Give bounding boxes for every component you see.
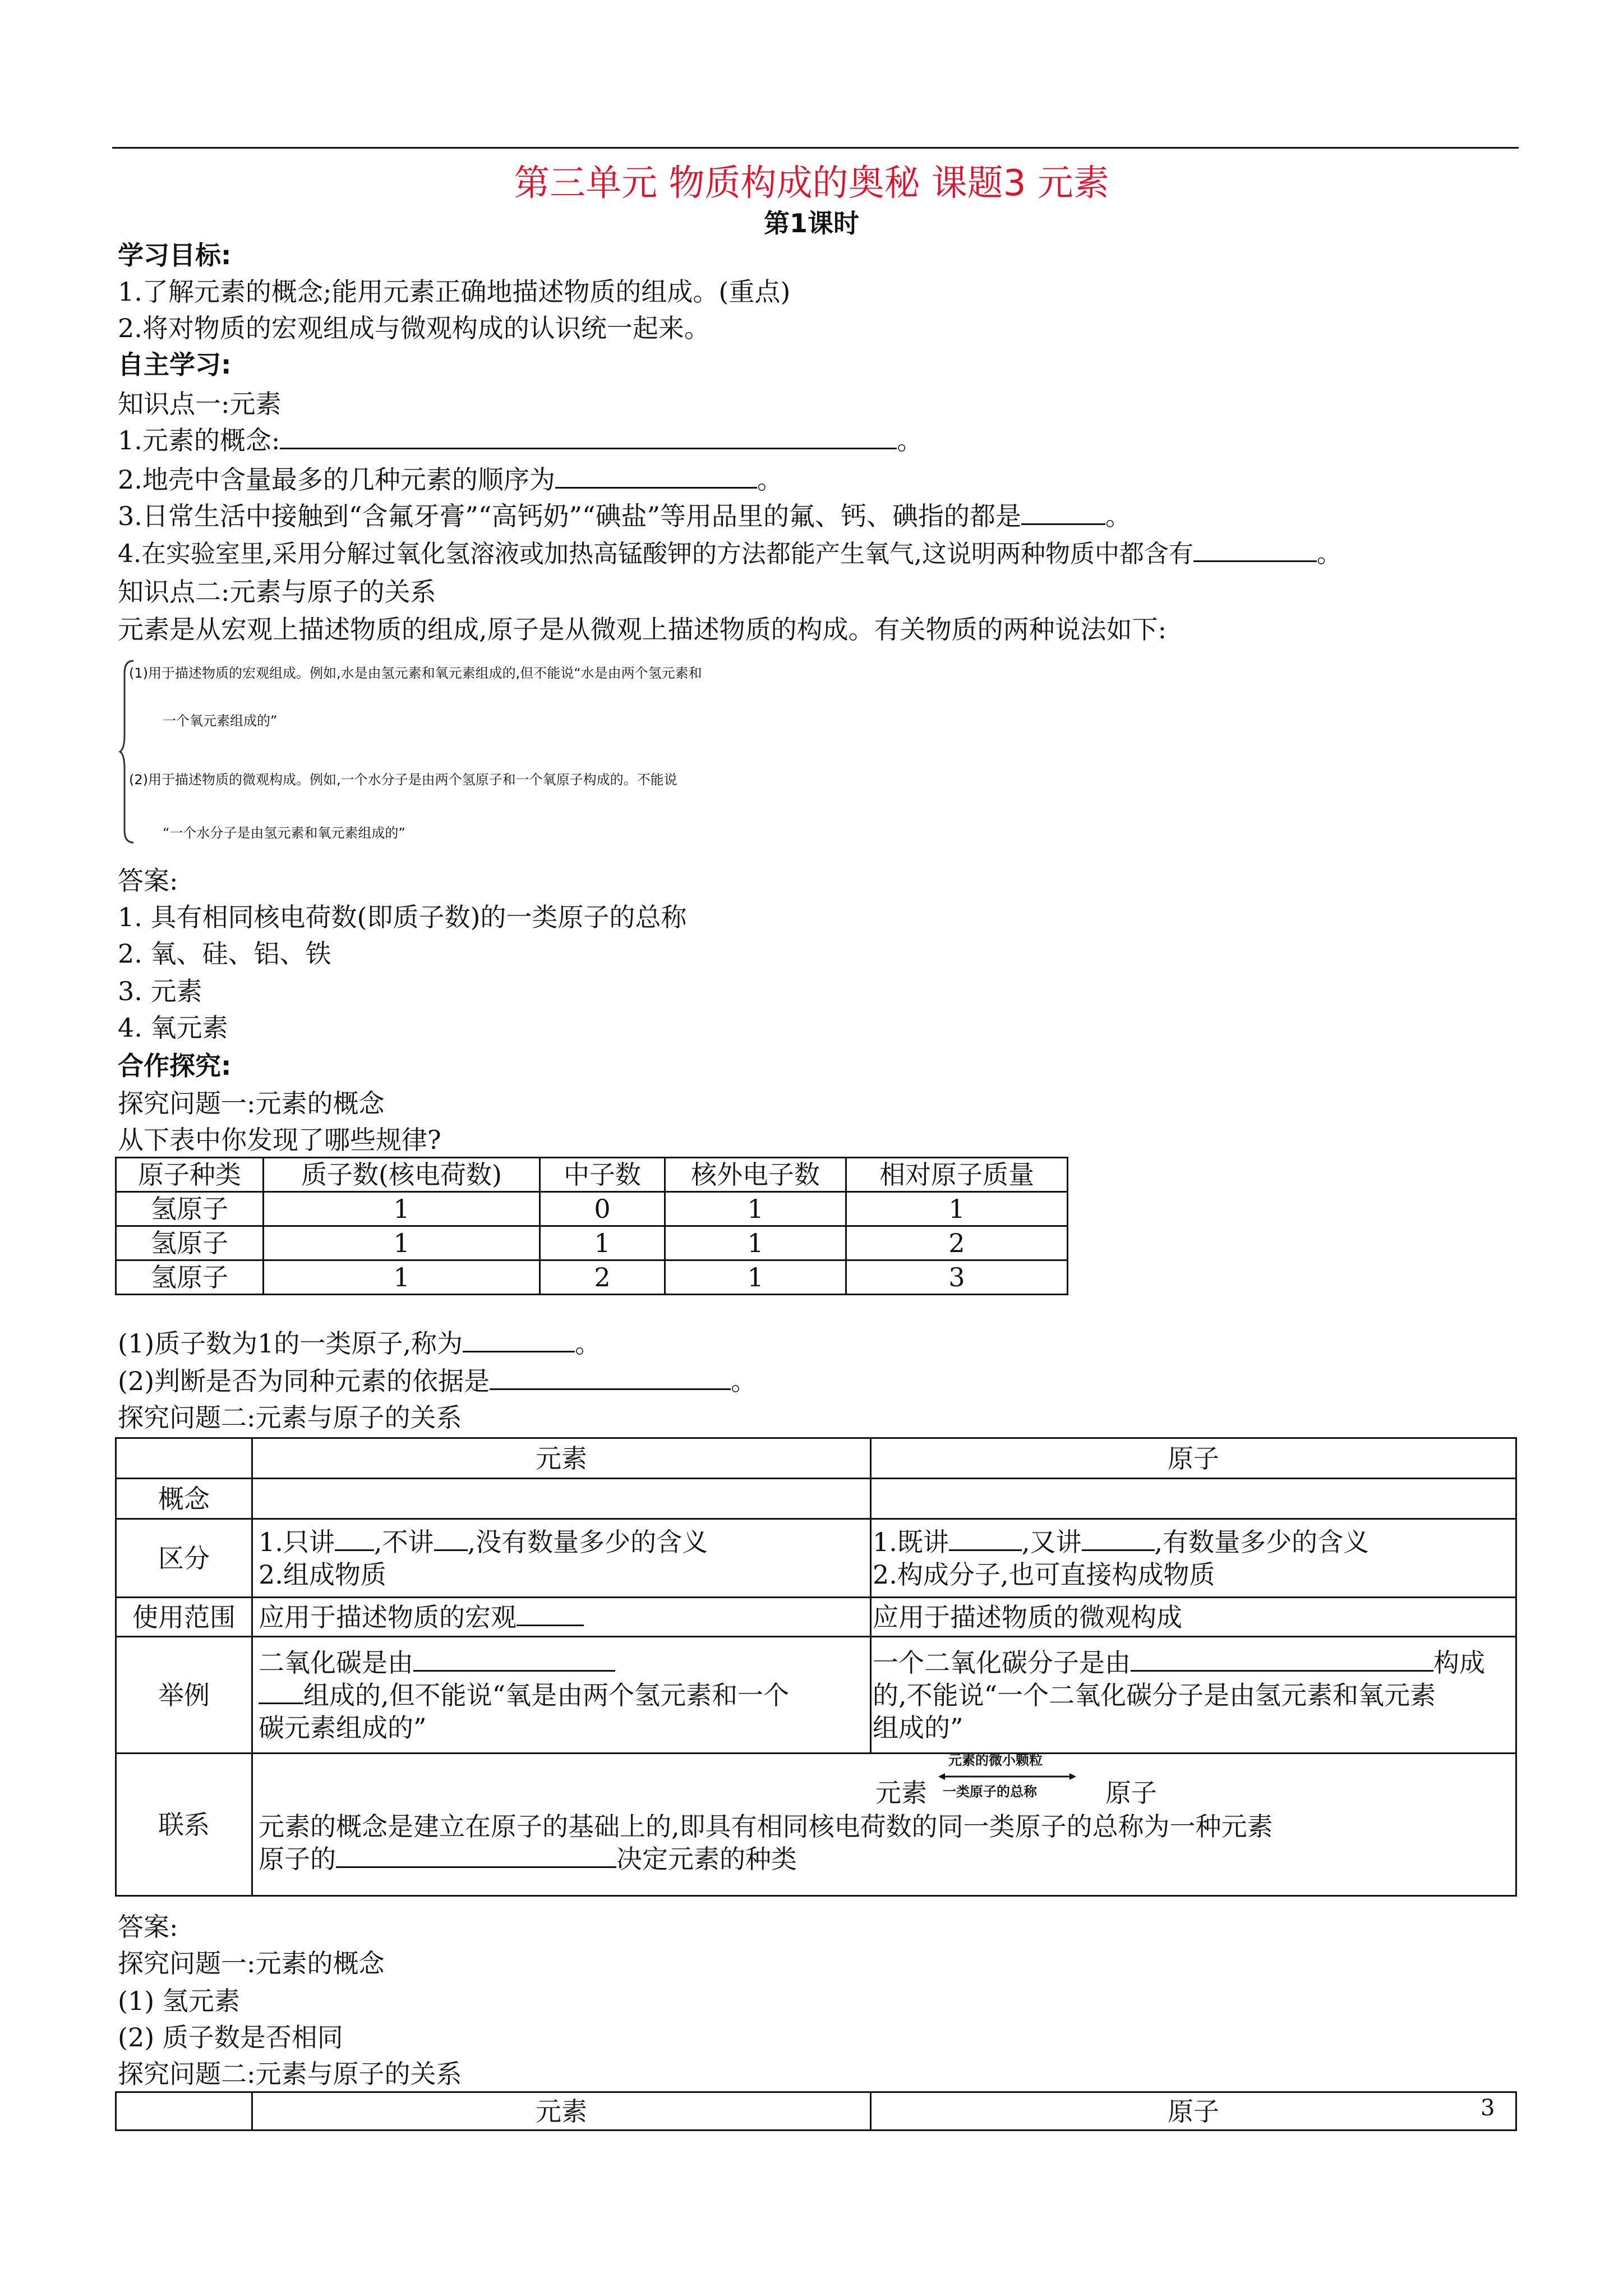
answer-blank	[949, 1527, 1022, 1551]
text: 1.既讲	[873, 1526, 949, 1557]
figure-line-4: “一个水分子是由氢元素和氧元素组成的”	[163, 825, 405, 841]
table-cell: 1	[264, 1192, 540, 1226]
answers2-a1: (1) 氢元素	[118, 1986, 240, 2016]
brace-figure	[118, 656, 819, 847]
text: 构成	[1433, 1647, 1485, 1678]
table-cell	[116, 2092, 252, 2131]
cell-line: 2.构成分子,也可直接构成物质	[873, 1559, 1215, 1590]
text: 应用于描述物质的宏观	[259, 1602, 517, 1632]
answers2-problem-2: 探究问题二:元素与原子的关系	[118, 2059, 462, 2089]
answer-blank	[434, 1527, 468, 1551]
objective-2: 2.将对物质的宏观组成与微观构成的认识统一起来。	[118, 313, 710, 343]
lesson-subtitle: 第1课时	[763, 208, 859, 238]
row-label: 概念	[116, 1479, 252, 1519]
figure-line-2: 一个氧元素组成的”	[163, 713, 278, 729]
answer-2: 2. 氧、硅、铝、铁	[118, 938, 331, 969]
table-cell: 1	[665, 1260, 846, 1295]
cell-line	[259, 1843, 1510, 1875]
answer-blank	[517, 1602, 584, 1626]
table-cell	[252, 1637, 871, 1754]
table-cell: 2	[540, 1260, 665, 1295]
table-row	[116, 1226, 1068, 1260]
text: 组成的,但不能说“氧是由两个氢元素和一个	[303, 1680, 790, 1710]
table-cell	[252, 1754, 1516, 1896]
header-rule	[112, 147, 1519, 149]
question-text: (1)质子数为1的一类原子,称为	[118, 1328, 463, 1359]
punct: 。	[757, 464, 783, 495]
answer-3: 3. 元素	[118, 976, 202, 1006]
table-row	[116, 1598, 1516, 1637]
question-text: 2.地壳中含量最多的几种元素的顺序为	[118, 464, 555, 495]
table-cell	[252, 1598, 871, 1637]
table-row	[116, 1637, 1516, 1754]
cell-line	[259, 1646, 864, 1679]
table-row	[116, 1479, 1516, 1519]
table-cell: 2	[846, 1226, 1068, 1260]
answers2-a2: (2) 质子数是否相同	[118, 2022, 343, 2053]
answers2-table	[115, 2091, 1517, 2131]
table-cell	[116, 1438, 252, 1479]
table-header-row	[116, 1158, 1068, 1192]
answer-blank	[336, 1844, 616, 1868]
cell-line: 碳元素组成的”	[259, 1712, 427, 1743]
objectives-heading: 学习目标:	[118, 240, 232, 270]
page-number: 3	[1481, 2095, 1495, 2121]
cell-line	[873, 1646, 1510, 1679]
relation-diagram	[259, 1754, 1510, 1810]
cell-line	[259, 1526, 864, 1558]
text: ,有数量多少的含义	[1154, 1526, 1370, 1557]
header-cell: 质子数(核电荷数)	[264, 1158, 540, 1192]
answers2-heading: 答案:	[118, 1912, 178, 1942]
answer-blank	[1082, 1527, 1155, 1551]
table-row	[116, 1192, 1068, 1226]
answer-blank	[259, 1680, 303, 1704]
table-cell: 应用于描述物质的微观构成	[871, 1598, 1516, 1637]
punct: 。	[731, 1366, 757, 1396]
header-cell: 相对原子质量	[846, 1158, 1068, 1192]
relation-intro: 元素是从宏观上描述物质的组成,原子是从微观上描述物质的构成。有关物质的两种说法如下:	[118, 614, 1167, 645]
question-1	[118, 424, 923, 457]
header-cell: 原子	[871, 1438, 1516, 1479]
objective-1: 1.了解元素的概念;能用元素正确地描述物质的组成。(重点)	[118, 277, 791, 307]
table-cell	[871, 1637, 1516, 1754]
table-cell: 氢原子	[116, 1192, 264, 1226]
diagram-bottom-label: 一类原子的总称	[943, 1784, 1037, 1800]
question-2	[118, 463, 783, 496]
answer-blank	[335, 1527, 374, 1551]
row-label: 举例	[116, 1637, 252, 1754]
diagram-atom-label: 原子	[1105, 1778, 1157, 1808]
page-title: 第三单元 物质构成的奥秘 课题3 元素	[514, 163, 1109, 204]
table-cell: 1	[846, 1192, 1068, 1226]
answer-blank	[555, 464, 757, 489]
text: 二氧化碳是由	[259, 1647, 413, 1678]
answers2-problem-1: 探究问题一:元素的概念	[118, 1948, 385, 1978]
header-cell: 元素	[252, 2092, 871, 2131]
answer-blank	[490, 1366, 731, 1390]
figure-line-1: (1)用于描述物质的宏观组成。例如,水是由氢元素和氧元素组成的,但不能说“水是由两个氢元素和	[129, 665, 702, 681]
figure-line-3: (2)用于描述物质的微观构成。例如,一个水分子是由两个氢原子和一个氧原子构成的。不能说	[129, 772, 677, 788]
table-cell: 3	[846, 1260, 1068, 1295]
diagram-element-label: 元素	[875, 1778, 927, 1808]
punct: 。	[1316, 540, 1341, 568]
brace-icon	[118, 656, 140, 847]
table-cell: 1	[665, 1192, 846, 1226]
coop-question-1	[118, 1327, 601, 1360]
row-label: 联系	[116, 1754, 252, 1896]
row-label: 使用范围	[116, 1598, 252, 1637]
text: 决定元素的种类	[616, 1844, 797, 1874]
cell-line	[873, 1526, 1510, 1558]
text: ,又讲	[1021, 1526, 1082, 1557]
question-text: 1.元素的概念:	[118, 425, 280, 455]
atom-table	[115, 1157, 1068, 1295]
knowledge-point-1: 知识点一:元素	[118, 389, 282, 419]
coop-question-2	[118, 1364, 757, 1398]
text: 原子的	[259, 1844, 336, 1874]
table-cell: 氢原子	[116, 1260, 264, 1295]
answer-1: 1. 具有相同核电荷数(即质子数)的一类原子的总称	[118, 902, 687, 932]
diagram-top-label: 元素的微小颗粒	[948, 1752, 1043, 1768]
table-cell: 0	[540, 1192, 665, 1226]
table-cell	[252, 1519, 871, 1598]
question-3	[118, 499, 1131, 533]
table-cell: 1	[665, 1226, 846, 1260]
table-cell	[252, 1479, 871, 1519]
punct: 。	[575, 1328, 601, 1359]
double-arrow-icon	[937, 1771, 1077, 1782]
text: 1.只讲	[259, 1526, 335, 1557]
table-header-row	[116, 1438, 1516, 1479]
table-cell: 1	[540, 1226, 665, 1260]
header-cell: 中子数	[540, 1158, 665, 1192]
header-cell: 原子种类	[116, 1158, 264, 1192]
question-text: (2)判断是否为同种元素的依据是	[118, 1366, 490, 1396]
table-cell	[871, 1479, 1516, 1519]
table-row	[116, 1260, 1068, 1295]
question-text: 4.在实验室里,采用分解过氧化氢溶液或加热高锰酸钾的方法都能产生氧气,这说明两种物质中都含有	[118, 540, 1193, 568]
problem-1-question: 从下表中你发现了哪些规律?	[118, 1125, 441, 1155]
table-row	[116, 1754, 1516, 1896]
header-cell: 核外电子数	[665, 1158, 846, 1192]
table-header-row	[116, 2092, 1516, 2131]
answer-blank	[280, 425, 897, 449]
question-4	[118, 537, 1341, 571]
table-cell: 氢原子	[116, 1226, 264, 1260]
cell-line: 组成的”	[873, 1712, 963, 1743]
answer-blank	[413, 1648, 615, 1672]
self-study-heading: 自主学习:	[118, 349, 232, 380]
punct: 。	[1105, 501, 1131, 531]
problem-2-title: 探究问题二:元素与原子的关系	[118, 1402, 462, 1433]
answers-heading: 答案:	[118, 866, 178, 896]
cell-line: 的,不能说“一个二氧化碳分子是由氢元素和氧元素	[873, 1680, 1436, 1710]
text: ,不讲	[374, 1526, 434, 1557]
knowledge-point-2: 知识点二:元素与原子的关系	[118, 577, 436, 607]
answer-4: 4. 氧元素	[118, 1013, 228, 1043]
header-cell: 原子	[871, 2092, 1516, 2131]
element-atom-table	[115, 1437, 1517, 1897]
header-cell: 元素	[252, 1438, 871, 1479]
text: ,没有数量多少的含义	[467, 1526, 708, 1557]
answer-blank	[463, 1328, 575, 1352]
answer-blank	[1021, 501, 1105, 525]
cell-line: 元素的概念是建立在原子的基础上的,即具有相同核电荷数的同一类原子的总称为一种元素	[259, 1811, 1273, 1842]
answer-blank	[1131, 1648, 1433, 1672]
cell-line: 2.组成物质	[259, 1559, 386, 1590]
table-cell	[871, 1519, 1516, 1598]
punct: 。	[897, 425, 923, 455]
row-label: 区分	[116, 1519, 252, 1598]
question-text: 3.日常生活中接触到“含氟牙膏”“高钙奶”“碘盐”等用品里的氟、钙、碘指的都是	[118, 501, 1021, 531]
table-row	[116, 1519, 1516, 1598]
text: 一个二氧化碳分子是由	[873, 1647, 1131, 1678]
cell-line	[259, 1679, 864, 1711]
problem-1-title: 探究问题一:元素的概念	[118, 1088, 385, 1119]
table-cell: 1	[264, 1260, 540, 1295]
table-cell: 1	[264, 1226, 540, 1260]
answer-blank	[1193, 538, 1317, 562]
coop-heading: 合作探究:	[118, 1051, 232, 1081]
